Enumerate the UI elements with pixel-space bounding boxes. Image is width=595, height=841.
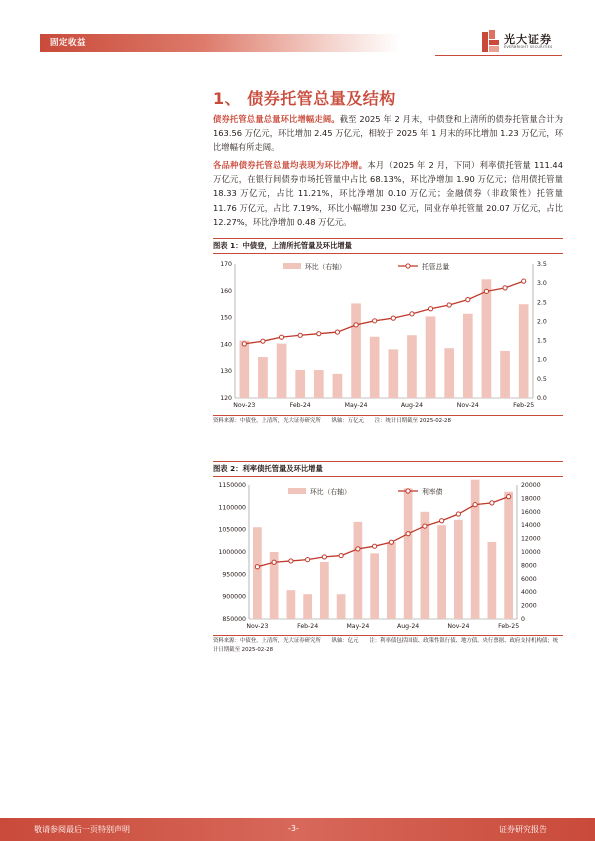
y-tick-label-right: 0.0 — [537, 395, 547, 402]
x-tick-label: Feb-25 — [498, 623, 520, 630]
line-point — [440, 519, 444, 523]
line-point — [466, 298, 470, 302]
header-rule — [435, 55, 562, 56]
logo-mark-icon — [482, 30, 500, 52]
section-label: 固定收益 — [50, 38, 87, 48]
line-point — [306, 557, 310, 561]
bar — [303, 594, 312, 619]
y-tick-label-right: 2.0 — [537, 318, 547, 326]
x-tick-label: Nov-24 — [456, 402, 479, 409]
bar — [471, 480, 480, 619]
bar — [295, 370, 305, 398]
line-point — [391, 316, 395, 320]
header-banner — [40, 34, 400, 52]
bar — [277, 344, 287, 398]
company-logo — [482, 30, 562, 54]
line-point — [279, 335, 283, 339]
line-point — [298, 333, 302, 337]
x-tick-label: Feb-25 — [513, 402, 535, 409]
line-point — [261, 339, 265, 343]
figure-2-chart — [213, 477, 563, 635]
legend-marker — [406, 489, 410, 493]
bar — [320, 562, 329, 619]
bar — [387, 542, 396, 619]
bar — [258, 357, 268, 398]
x-tick-label: Aug-24 — [397, 623, 420, 630]
figure-1-chart — [213, 254, 563, 414]
y-tick-label-left: 1150000 — [218, 482, 246, 489]
bar — [354, 522, 363, 619]
bar — [388, 349, 398, 398]
legend-marker — [406, 264, 410, 268]
footer-report-type: 证券研究报告 — [499, 825, 547, 834]
y-tick-label-left: 140 — [220, 341, 232, 349]
line-point — [322, 555, 326, 559]
line-point — [389, 540, 393, 544]
line-point — [373, 544, 377, 548]
y-tick-label-right: 14000 — [521, 522, 541, 530]
line-point — [272, 560, 276, 564]
bar — [488, 542, 497, 619]
bar — [239, 341, 249, 398]
paragraph-total — [213, 112, 563, 155]
y-tick-label-left: 1000000 — [218, 549, 246, 556]
section-title: 1、 债券托管总量及结构 — [213, 89, 396, 108]
line-point — [339, 553, 343, 557]
line-point — [406, 532, 410, 536]
bar — [504, 492, 513, 619]
line-point — [242, 342, 246, 346]
line-point — [289, 559, 293, 563]
y-tick-label-right: 8000 — [521, 562, 537, 570]
y-tick-label-right: 12000 — [521, 535, 541, 543]
line-point — [503, 286, 507, 290]
y-tick-label-left: 150 — [220, 314, 232, 322]
bar — [519, 304, 529, 398]
legend-swatch-bar — [283, 263, 301, 269]
bar — [404, 488, 413, 619]
logo-text: 光大证券 — [504, 33, 552, 46]
bar — [454, 520, 463, 619]
y-tick-label-right: 0.5 — [537, 375, 547, 383]
bar — [500, 351, 510, 398]
paragraph-text: 截至 2025 年 2 月末，中债登和上清所的债券托管量合计为 163.56 万亿元，环比增加 2.45 万亿元，相较于 2025 年 1 月末的环比增加 1.23 万亿元，环比增幅有所走阔。 — [213, 114, 563, 153]
line-point — [335, 330, 339, 334]
footer-disclaimer-link[interactable]: 敬请参阅最后一页特别声明 — [34, 825, 130, 834]
y-tick-label-left: 900000 — [222, 593, 246, 601]
line-point — [507, 495, 511, 499]
bar — [444, 348, 454, 398]
line-point — [484, 289, 488, 293]
line-point — [373, 319, 377, 323]
x-tick-label: Aug-24 — [400, 402, 424, 409]
x-tick-label: Feb-24 — [297, 623, 319, 630]
bar — [253, 527, 262, 619]
y-tick-label-right: 3.5 — [537, 261, 547, 268]
y-tick-label-right: 2.5 — [537, 299, 547, 307]
line-point — [410, 312, 414, 316]
y-tick-label-left: 1100000 — [218, 504, 246, 512]
line-point — [473, 503, 477, 507]
bar — [426, 316, 436, 398]
figure-1-source: 资料来源：中债登，上清所，光大证券研究所 纵轴：万亿元 注：统计日期截至 2025-02-28 — [213, 415, 563, 426]
line-point — [354, 323, 358, 327]
bar — [407, 335, 417, 398]
bar — [437, 525, 446, 619]
y-tick-label-left: 160 — [220, 287, 232, 295]
x-tick-label: Nov-24 — [447, 623, 470, 630]
line-point — [522, 279, 526, 283]
paragraph-breakdown — [213, 158, 563, 229]
bar — [287, 590, 296, 619]
line-point — [317, 332, 321, 336]
y-tick-label-right: 16000 — [521, 508, 541, 516]
legend-label-bar: 环比（右轴） — [310, 488, 351, 496]
bar — [370, 337, 380, 398]
line-point — [356, 547, 360, 551]
y-tick-label-right: 6000 — [521, 575, 537, 583]
figure-1-title: 图表 1：中债登，上清所托管量及环比增量 — [213, 238, 563, 254]
paragraph-lead: 各品种债券托管总量均表现为环比净增。 — [213, 160, 368, 170]
y-tick-label-left: 850000 — [222, 616, 246, 623]
y-tick-label-right: 1.0 — [537, 356, 547, 364]
y-tick-label-right: 20000 — [521, 482, 541, 489]
line-point — [447, 303, 451, 307]
y-tick-label-right: 3.0 — [537, 280, 547, 288]
x-tick-label: May-24 — [346, 623, 370, 630]
y-tick-label-right: 1.5 — [537, 337, 547, 345]
figure-2-title: 图表 2：利率债托管量及环比增量 — [213, 461, 563, 477]
x-tick-label: Feb-24 — [289, 402, 311, 409]
y-tick-label-left: 1050000 — [218, 526, 246, 534]
legend-swatch-bar — [288, 488, 306, 494]
bar — [337, 594, 346, 619]
y-tick-label-left: 950000 — [222, 571, 246, 579]
x-tick-label: May-24 — [344, 402, 368, 409]
line-point — [428, 307, 432, 311]
line-point — [456, 512, 460, 516]
bar — [370, 553, 379, 619]
paragraph-lead: 债券托管总量总量环比增幅走阔。 — [213, 114, 340, 124]
line-point — [255, 565, 259, 569]
y-tick-label-left: 120 — [220, 395, 232, 402]
x-tick-label: Nov-23 — [246, 623, 269, 630]
legend-label-line: 利率债 — [422, 488, 443, 496]
figure-2-source: 资料来源：中债登，上清所，光大证券研究所 纵轴：亿元 注：利率债包括国债、政策性银行债、地方债、央行票据、政府支持机构债；统计日期截至 2025-02-28 — [213, 635, 563, 655]
legend-label-line: 托管总量 — [422, 263, 450, 271]
bar — [351, 303, 361, 398]
paragraph-text: 本月（2025 年 2 月，下同）利率债托管量 111.44 万亿元，在银行间债券市场托管量中占比 68.13%，环比净增加 1.90 万亿元；信用债托管量 18.33 万亿元，占比 11.21%，环比净增加 0.10 万亿元；金融债券（非政策性）托管量 11.76 万亿元，占比 7.19%，环比小幅增加 230 亿元，同业存单托管量 20.07 万亿元，占比 12.27%，环比净增加 0.48 万亿元。 — [213, 160, 563, 227]
y-tick-label-right: 10000 — [521, 549, 541, 556]
bar — [314, 370, 324, 398]
y-tick-label-right: 4000 — [521, 589, 537, 597]
legend-label-bar: 环比（右轴） — [305, 263, 346, 271]
y-tick-label-right: 18000 — [521, 495, 541, 503]
y-tick-label-left: 130 — [220, 368, 232, 376]
y-tick-label-right: 2000 — [521, 602, 537, 610]
bar — [482, 279, 492, 398]
bar — [333, 374, 343, 398]
bar — [463, 314, 473, 398]
line-point — [490, 501, 494, 505]
line-point — [423, 524, 427, 528]
y-tick-label-left: 170 — [220, 261, 232, 268]
x-tick-label: Nov-23 — [233, 402, 256, 409]
y-tick-label-right: 0 — [521, 616, 525, 623]
page-number: -3- — [288, 824, 299, 833]
logo-subtext: EVERBRIGHT SECURITIES — [504, 45, 553, 49]
